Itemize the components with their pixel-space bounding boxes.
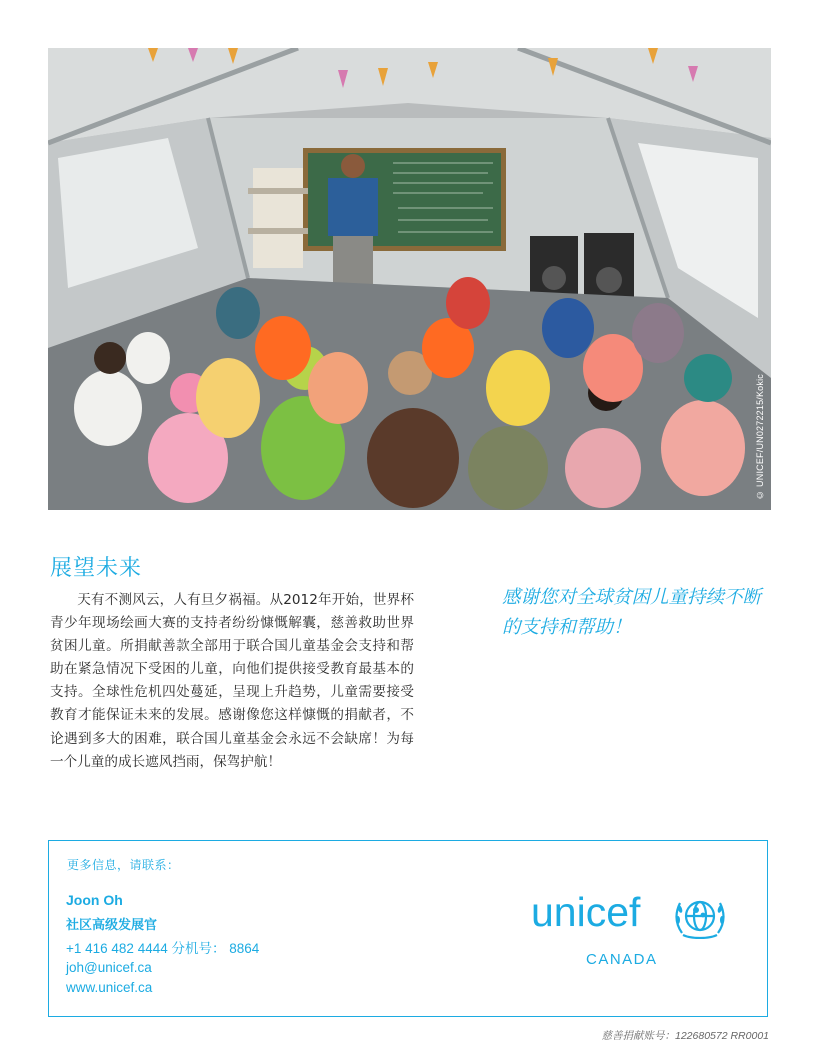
unicef-country-label: CANADA <box>586 951 658 968</box>
contact-box <box>48 840 768 1017</box>
unicef-emblem-icon <box>673 893 727 939</box>
contact-phone: +1 416 482 4444 分机号： 8864 <box>66 941 260 956</box>
contact-title: 社区高级发展官 <box>66 918 158 933</box>
photo-credit: © UNICEF/UN0272215/Kokic <box>755 374 765 500</box>
charity-number: 慈善捐献账号：122680572 RR0001 <box>601 1030 769 1042</box>
body-paragraph: 天有不测风云，人有旦夕祸福。从2012年开始，世界杯青少年现场绘画大赛的支持者纷纷慷慨解囊，慈善救助世界贫困儿童。所捐献善款全部用于联合国儿童基金会支持和帮助在紧急情况下受困的儿童，向他们提供接受教育最基本的支持。全球性危机四处蔓延，呈现上升趋势，儿童需要接受教育才能保证未来的发展。感谢像您这样慷慨的捐献者，不论遇到多大的困难，联合国儿童基金会永远不会缺席！为每一个儿童的成长遮风挡雨，保驾护航！ <box>50 592 414 770</box>
classroom-photo-illustration <box>48 48 771 510</box>
contact-email-link[interactable]: joh@unicef.ca <box>66 960 152 975</box>
contact-intro: 更多信息，请联系： <box>67 858 180 872</box>
contact-website-link[interactable]: www.unicef.ca <box>66 980 153 995</box>
pull-quote: 感谢您对全球贫困儿童持续不断的支持和帮助！ <box>502 587 762 638</box>
section-heading: 展望未来 <box>50 556 143 581</box>
unicef-wordmark: unicef <box>531 889 641 935</box>
classroom-photo <box>48 48 771 510</box>
contact-name: Joon Oh <box>66 892 123 908</box>
